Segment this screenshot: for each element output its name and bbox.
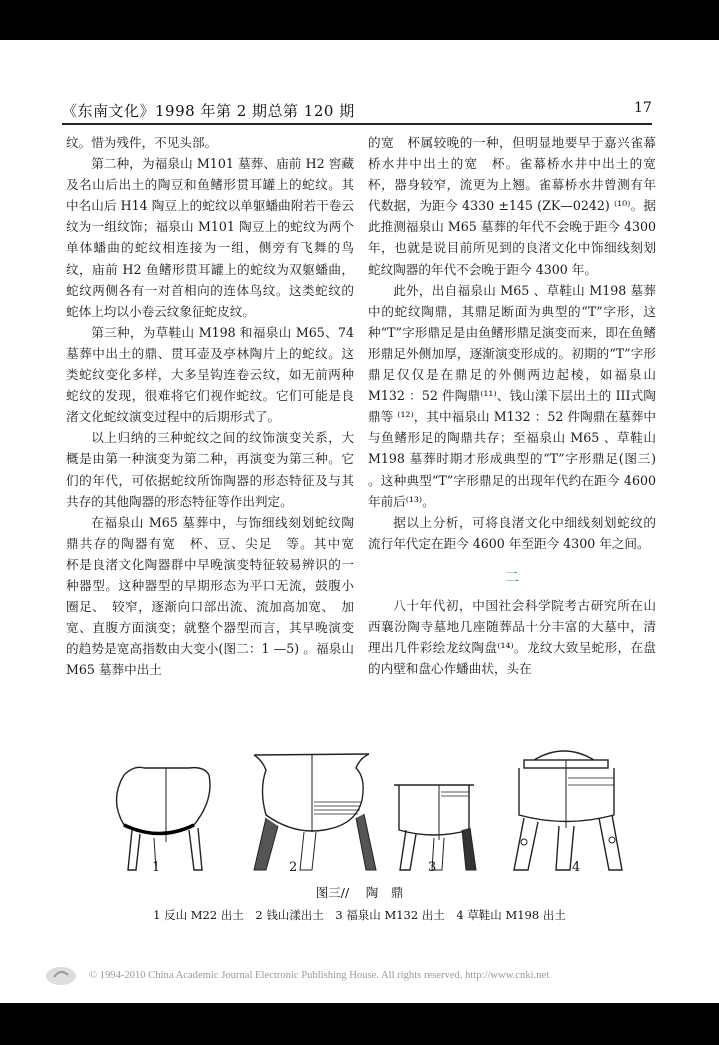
vessel-3-drawing <box>394 785 476 870</box>
right-column <box>368 132 669 679</box>
figure-number: 2 <box>289 860 298 875</box>
cnki-logo-icon <box>44 965 78 987</box>
journal-header-title: 《东南文化》1998 年第 2 期总第 120 期 <box>62 102 355 120</box>
paragraph: 第二种，为福泉山 M101 墓葬、庙前 H2 窖藏及名山后出土的陶豆和鱼鳍形贯耳罐上的蛇纹。其中名山后 H14 陶豆上的蛇纹以单躯蟠曲附若干卷云纹为一组纹饰；福泉山 M101 陶豆上的蛇纹为两个单体蟠曲的蛇纹相连接为一组，侧旁有飞舞的鸟纹，庙前 H2 鱼鳍形贯耳罐上的蛇纹为双躯蟠曲，蛇纹两侧各有一对首相向的连体鸟纹。这类蛇纹的蛇体上均以小卷云纹象征蛇皮纹。 <box>66 156 354 319</box>
paragraph: 的宽 杯属较晚的一种，但明显地要早于嘉兴雀幕桥水井中出土的宽 杯。雀幕桥水井中出土的宽 杯，器身较窄，流更为上翘。雀幕桥水井曾测有年代数据，为距今 4330 ±145 (ZK—0242) ⁽¹⁰⁾。据此推测福泉山 M65 墓葬的年代不会晚于距今 4300 年，也就是说目前所见到的良渚文化中饰细线刻划蛇纹陶器的年代不会晚于距今 4300 年。 <box>368 135 669 277</box>
page-number: 17 <box>634 100 652 116</box>
figure-caption: 图三// 陶 鼎 <box>315 885 404 900</box>
paragraph: 据以上分析，可将良渚文化中细线刻划蛇纹的流行年代定在距今 4600 年至距今 4300 年之间。 <box>368 514 656 551</box>
section-heading: 二 <box>505 569 519 586</box>
pottery-figure <box>94 730 634 890</box>
journal-page <box>0 40 719 1003</box>
paragraph: 此外，出自福泉山 M65 、草鞋山 M198 墓葬中的蛇纹陶鼎，其鼎足断面为典型的“T”字形，这种“T”字形鼎足是由鱼鳍形鼎足演变而来，即在鱼鳍形鼎足外侧加厚，逐渐演变形成的。初期的“T”字形鼎足仅仅是在鼎足的外侧两边起棱，如福泉山 M132 ：52 件陶鼎⁽¹¹⁾、钱山漾下层出土的 III式陶鼎等 ⁽¹²⁾，其中福泉山 M132 ：52 件陶鼎在墓葬中与鱼鳍形足的陶鼎共存；至福泉山 M65 、草鞋山 M198 墓葬时期才形成典型的“T”字形鼎足(图三) 。这种典型“T”字形鼎足的出现年代约在距今 4600 年前后⁽¹³⁾。 <box>368 282 656 509</box>
figure-item-list: 1 反山 M22 出土 2 钱山漾出土 3 福泉山 M132 出土 4 草鞋山 M198 出土 <box>153 908 566 922</box>
paragraph: 八十年代初，中国社会科学院考古研究所在山西襄汾陶寺墓地几座随葬品十分丰富的大墓中，清理出几件彩绘龙纹陶盘⁽¹⁴⁾。龙纹大致呈蛇形，在盘的内壁和盘心作蟠曲状，头在 <box>368 597 656 677</box>
paragraph: 在福泉山 M65 墓葬中，与饰细线刻划蛇纹陶鼎共存的陶器有宽 杯、豆、尖足 等。其中宽 杯是良渚文化陶器群中早晚演变特征较易辨识的一种器型。这种器型的早期形态为平口无流，鼓腹小圈足、 较窄，逐渐向口部出流、流加高加宽、 加宽、直腹方面演变；就整个器型而言，其早晚演变的趋势是宽高指数由大变小(图二：1 —5) 。福泉山 M65 墓葬中出土 <box>66 514 367 678</box>
left-column <box>66 132 367 680</box>
header-rule <box>62 123 652 125</box>
paragraph: 纹。惜为残件，不见头部。 <box>66 135 218 150</box>
vessel-1-drawing <box>117 767 211 870</box>
vessel-2-drawing <box>254 754 376 870</box>
vessel-4-drawing <box>514 751 622 870</box>
paragraph: 以上归纳的三种蛇纹之间的纹饰演变关系，大概是由第一种演变为第二种，再演变为第三种。它们的年代，可依据蛇纹所饰陶器的形态特征及与其共存的其他陶器的形态特征等作出判定。 <box>66 430 354 509</box>
copyright-footer: © 1994-2010 China Academic Journal Electronic Publishing House. All rights reserved. http://www.cnki.net <box>89 970 550 981</box>
paragraph: 第三种，为草鞋山 M198 和福泉山 M65、74 墓葬中出土的鼎、贯耳壶及亭林陶片上的蛇纹。这类蛇纹变化多样，大多呈钩连卷云纹，如无前两种蛇纹的发现，很难将它们视作蛇纹。它们可能是良渚文化蛇纹演变过程中的后期形式了。 <box>66 324 354 425</box>
figure-number: 4 <box>572 860 581 875</box>
figure-number: 3 <box>428 860 437 875</box>
figure-number: 1 <box>152 860 161 875</box>
